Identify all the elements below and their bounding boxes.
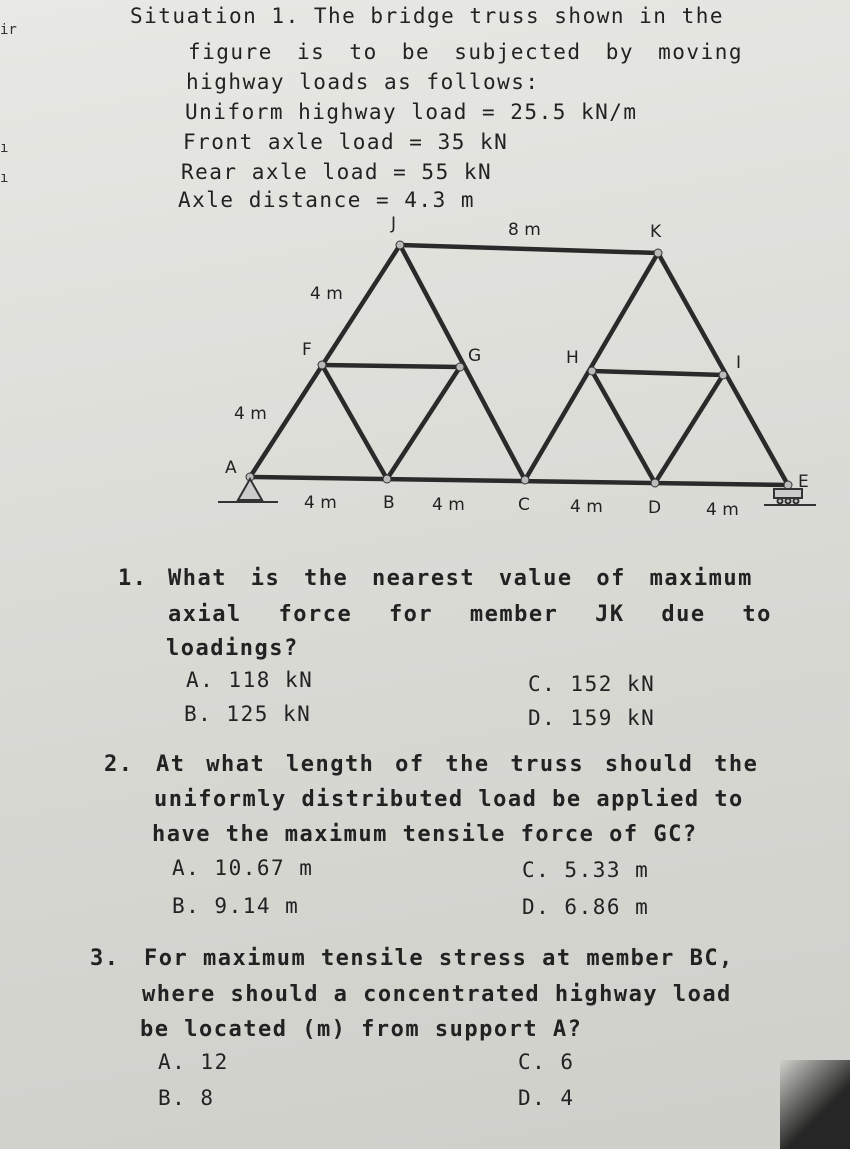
situation-line: highway loads as follows: bbox=[186, 70, 540, 94]
dim-DE: 4 m bbox=[706, 500, 739, 520]
situation-line: figure is to be subjected by moving bbox=[188, 40, 744, 64]
member-FG bbox=[322, 365, 460, 367]
member-JK bbox=[400, 245, 658, 253]
choice-C[interactable]: C. 5.33 m bbox=[522, 858, 650, 882]
label-C: C bbox=[518, 495, 530, 515]
question-line: axial force for member JK due to bbox=[168, 602, 772, 627]
dim-top: 8 m bbox=[508, 220, 541, 240]
joint-G bbox=[456, 363, 464, 371]
joint-D bbox=[651, 479, 659, 487]
situation-line: Front axle load = 35 kN bbox=[183, 130, 509, 154]
pin-support-A bbox=[218, 479, 278, 502]
truss-diagram bbox=[200, 205, 830, 530]
member-AJ bbox=[250, 245, 400, 477]
choice-B[interactable]: B. 9.14 m bbox=[172, 894, 300, 918]
dim-upper-left: 4 m bbox=[310, 284, 343, 304]
situation-line: Axle distance = 4.3 m bbox=[178, 188, 476, 212]
joint-F bbox=[318, 361, 326, 369]
question-number: 1. bbox=[118, 566, 148, 591]
question-number: 2. bbox=[104, 752, 134, 777]
choice-C[interactable]: C. 152 kN bbox=[528, 672, 656, 696]
question-line: loadings? bbox=[166, 636, 299, 661]
member-HD bbox=[592, 371, 655, 483]
label-I: I bbox=[736, 353, 742, 373]
label-H: H bbox=[566, 348, 579, 368]
question-line: where should a concentrated highway load bbox=[142, 982, 732, 1007]
label-J: J bbox=[391, 214, 397, 234]
question-line: uniformly distributed load be applied to bbox=[154, 787, 744, 812]
bottom-chord bbox=[250, 477, 788, 485]
question-line: At what length of the truss should the bbox=[156, 752, 759, 777]
member-DI bbox=[655, 375, 723, 483]
label-E: E bbox=[798, 472, 809, 492]
label-K: K bbox=[650, 222, 662, 242]
dim-AB: 4 m bbox=[304, 493, 337, 513]
joint-K bbox=[654, 249, 662, 257]
choice-D[interactable]: D. 6.86 m bbox=[522, 895, 650, 919]
situation-line: Rear axle load = 55 kN bbox=[181, 160, 493, 184]
dim-CD: 4 m bbox=[570, 497, 603, 517]
page-shadow bbox=[780, 1060, 850, 1149]
member-BG bbox=[387, 367, 460, 479]
joint-I bbox=[719, 371, 727, 379]
joint-H bbox=[588, 367, 596, 375]
margin-mark: ı bbox=[0, 170, 9, 186]
member-FB bbox=[322, 365, 387, 479]
choice-C[interactable]: C. 6 bbox=[518, 1050, 575, 1074]
choice-D[interactable]: D. 159 kN bbox=[528, 706, 656, 730]
member-JC bbox=[400, 245, 525, 480]
choice-D[interactable]: D. 4 bbox=[518, 1086, 575, 1110]
situation-line: Situation 1. The bridge truss shown in the bbox=[130, 4, 725, 28]
joint-B bbox=[383, 475, 391, 483]
label-A: A bbox=[225, 458, 237, 478]
truss-members bbox=[250, 245, 788, 485]
label-F: F bbox=[302, 340, 312, 360]
joint-C bbox=[521, 476, 529, 484]
joint-J bbox=[396, 241, 404, 249]
question-number: 3. bbox=[90, 946, 120, 971]
label-D: D bbox=[648, 498, 662, 518]
situation-line: Uniform highway load = 25.5 kN/m bbox=[185, 100, 638, 124]
choice-B[interactable]: B. 125 kN bbox=[184, 702, 312, 726]
question-line: For maximum tensile stress at member BC, bbox=[144, 946, 734, 971]
margin-mark: ir bbox=[0, 22, 17, 38]
dim-BC: 4 m bbox=[432, 495, 465, 515]
question-line: be located (m) from support A? bbox=[140, 1017, 583, 1042]
choice-A[interactable]: A. 12 bbox=[158, 1050, 229, 1074]
question-line: What is the nearest value of maximum bbox=[168, 566, 753, 591]
joint-E bbox=[784, 481, 792, 489]
question-line: have the maximum tensile force of GC? bbox=[152, 822, 698, 847]
member-HI bbox=[592, 371, 723, 375]
label-G: G bbox=[468, 346, 482, 366]
choice-B[interactable]: B. 8 bbox=[158, 1086, 215, 1110]
margin-mark: ı bbox=[0, 140, 9, 156]
choice-A[interactable]: A. 10.67 m bbox=[172, 856, 314, 880]
dim-lower-left: 4 m bbox=[234, 404, 267, 424]
label-B: B bbox=[383, 493, 395, 513]
member-CK bbox=[525, 253, 658, 480]
choice-A[interactable]: A. 118 kN bbox=[186, 668, 314, 692]
